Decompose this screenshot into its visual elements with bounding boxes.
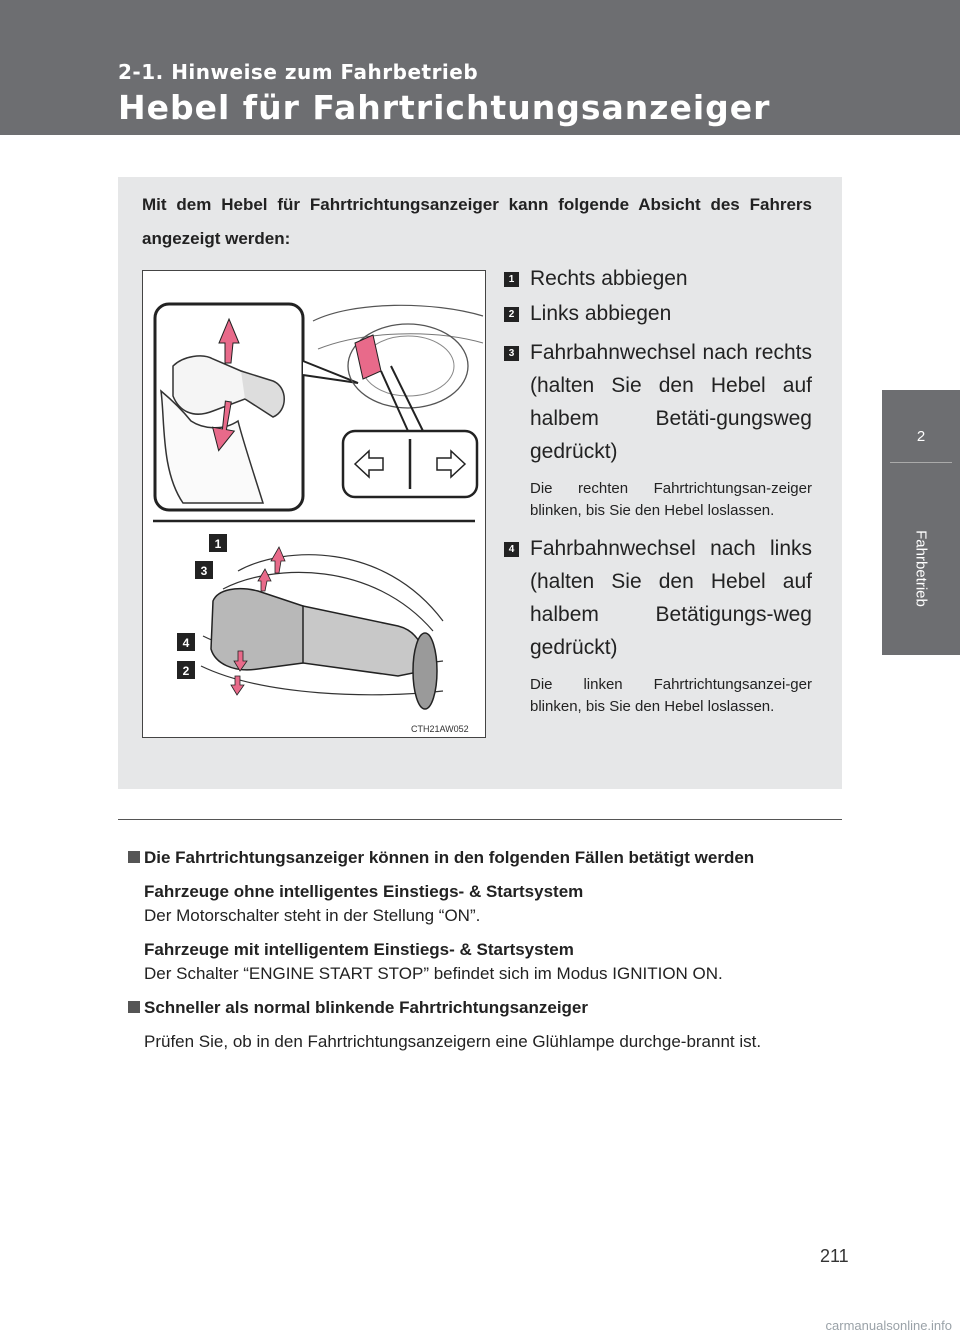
page-number: 211 xyxy=(820,1246,849,1266)
chapter-label: Fahrbetrieb xyxy=(912,530,930,607)
arrow-position-2 xyxy=(231,676,244,695)
note-subtitle: Fahrzeuge mit intelligentem Einstiegs- & Startsystem xyxy=(144,940,574,959)
note-heading xyxy=(128,996,832,1020)
item-subtext: Die rechten Fahrtrichtungsan-zeiger blinken, bis Sie den Hebel loslassen. xyxy=(530,480,812,519)
item-text: Rechts abbiegen xyxy=(530,267,688,290)
chapter-tab xyxy=(882,390,960,655)
callout-2-label: 2 xyxy=(182,664,190,678)
note-body xyxy=(128,1030,832,1054)
list-item xyxy=(504,297,812,330)
note-text: Der Motorschalter steht in der Stellung “ON”. xyxy=(144,906,481,925)
note-text: Prüfen Sie, ob in den Fahrtrichtungsanzeigern eine Glühlampe durchge-brannt ist. xyxy=(144,1032,762,1051)
indicator-pointer xyxy=(381,366,423,431)
item-text: Fahrbahnwechsel nach links (halten Sie den Hebel auf halbem Betätigungs-weg gedrückt) xyxy=(530,537,812,659)
item-number: 2 xyxy=(504,307,519,322)
callout-3-label: 3 xyxy=(200,564,208,578)
item-number: 3 xyxy=(504,346,519,361)
chapter-number: 2 xyxy=(916,428,926,445)
list-item xyxy=(504,336,812,522)
callout-pointer xyxy=(303,361,358,383)
item-number: 4 xyxy=(504,542,519,557)
arrow-position-1 xyxy=(271,547,285,573)
callout-4-label: 4 xyxy=(182,636,190,650)
item-subtext: Die linken Fahrtrichtungsanzei-ger blinken, bis Sie den Hebel loslassen. xyxy=(530,676,812,715)
section-label: 2-1. Hinweise zum Fahrbetrieb xyxy=(118,60,479,84)
watermark: carmanualsonline.info xyxy=(825,1318,952,1333)
note-text: Der Schalter “ENGINE START STOP” befindet sich im Modus IGNITION ON. xyxy=(144,964,723,983)
notes-section xyxy=(128,846,832,1054)
note-heading-text: Schneller als normal blinkende Fahrtrichtungsanzeiger xyxy=(144,998,589,1017)
section-divider xyxy=(118,819,842,820)
arrow-position-3 xyxy=(258,569,271,591)
chapter-divider xyxy=(890,462,952,463)
lever-mount xyxy=(413,633,437,709)
list-item xyxy=(504,532,812,718)
dashboard-line xyxy=(313,305,483,321)
item-text: Links abbiegen xyxy=(530,302,672,325)
note-heading xyxy=(128,846,832,870)
lever-body xyxy=(211,589,318,670)
page-title: Hebel für Fahrtrichtungsanzeiger xyxy=(118,88,771,127)
figure-code: CTH21AW052 xyxy=(411,724,469,734)
note-subtitle: Fahrzeuge ohne intelligentes Einstiegs- & Startsystem xyxy=(144,882,584,901)
item-number: 1 xyxy=(504,272,519,287)
chapter-label-wrap xyxy=(906,520,936,620)
item-text: Fahrbahnwechsel nach rechts (halten Sie den Hebel auf halbem Betäti-gungsweg gedrückt) xyxy=(530,341,812,463)
intro-text: Mit dem Hebel für Fahrtrichtungsanzeiger kann folgende Absicht des Fahrers angezeigt werden: xyxy=(142,195,812,248)
turn-signal-lever-illustration xyxy=(142,270,486,738)
note-heading-text: Die Fahrtrichtungsanzeiger können in den folgenden Fällen betätigt werden xyxy=(144,848,755,867)
list-item xyxy=(504,262,812,295)
lever-highlight xyxy=(355,335,381,379)
lever-drawing xyxy=(143,271,485,737)
callout-1-label: 1 xyxy=(214,537,222,551)
note-body xyxy=(128,880,832,986)
square-bullet-icon xyxy=(128,851,140,863)
lever-stalk xyxy=(303,606,424,676)
signal-list xyxy=(504,262,812,718)
square-bullet-icon xyxy=(128,1001,140,1013)
page-header xyxy=(0,0,960,135)
